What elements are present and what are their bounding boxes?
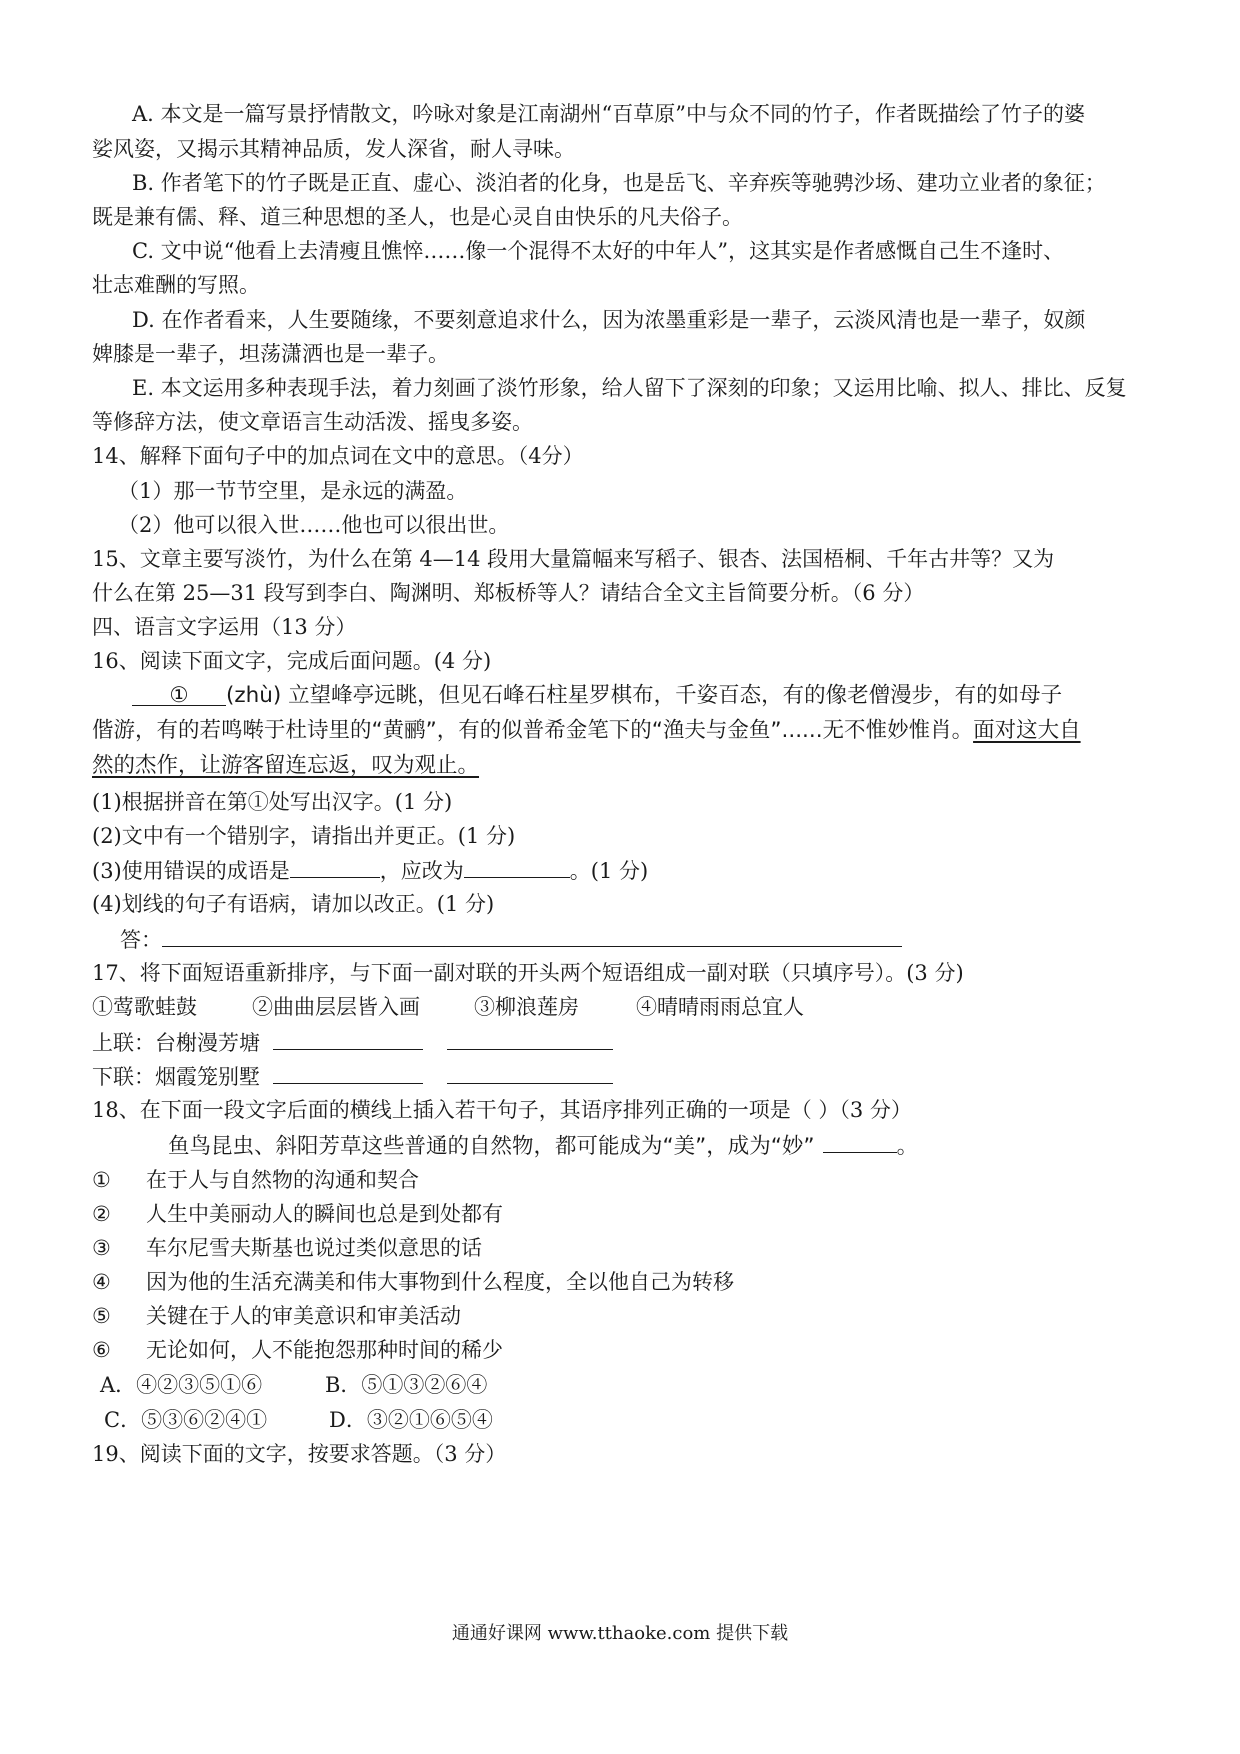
section-heading: 四、语言文字运用（13 分） xyxy=(92,615,357,639)
q18-passage xyxy=(168,1130,1218,1162)
q16-answer-row xyxy=(120,924,1170,955)
q16-sub-3 xyxy=(92,855,1142,886)
blank-number: ① xyxy=(169,683,189,708)
sentence-number: ③ xyxy=(92,1236,111,1260)
sentence-text: 关键在于人的审美意识和审美活动 xyxy=(146,1304,461,1328)
q16-underlined-sentence: 面对这大自 xyxy=(973,718,1081,743)
lower-blank-2[interactable] xyxy=(447,1061,613,1084)
q18-blank[interactable] xyxy=(823,1130,897,1153)
sentence-number: ② xyxy=(92,1202,111,1226)
couplet-upper-row xyxy=(92,1027,1142,1058)
q16-pinyin-blank[interactable] xyxy=(132,681,226,706)
idiom-wrong-blank[interactable] xyxy=(290,855,380,878)
sentence-number: ⑥ xyxy=(92,1338,111,1362)
q17-phrase: ③柳浪莲房 xyxy=(474,995,579,1019)
answer-blank[interactable] xyxy=(162,924,902,947)
sentence-text: 人生中美丽动人的瞬间也总是到处都有 xyxy=(146,1202,503,1226)
q16-passage-text: (zhù) 立望峰亭远眺，但见石峰石柱星罗棋布，千姿百态，有的像老僧漫步，有的如母子 xyxy=(226,683,1063,708)
q13-option-c-line1: C. 文中说“他看上去清瘦且憔悴……像一个混得不太好的中年人”，这其实是作者感慨自己生不逢时、 xyxy=(132,239,1065,263)
q18-passage-text: 。 xyxy=(896,1134,919,1159)
q15-line2: 什么在第 25—31 段写到李白、陶渊明、郑板桥等人？请结合全文主旨简要分析。（6 分） xyxy=(92,581,925,605)
q18-options-row-2 xyxy=(104,1405,1154,1435)
q13-option-d-line2: 婢膝是一辈子，坦荡潇洒也是一辈子。 xyxy=(92,342,449,366)
q18-sentence xyxy=(92,1165,1142,1195)
sentence-number: ⑤ xyxy=(92,1304,111,1328)
q18-option-a[interactable]: A．④②③⑤①⑥ xyxy=(100,1373,263,1397)
q18-options-row-1 xyxy=(100,1370,1150,1400)
sentence-text: 因为他的生活充满美和伟大事物到什么程度，全以他自己为转移 xyxy=(146,1270,734,1294)
q16-sub-1: (1)根据拼音在第①处写出汉字。(1 分) xyxy=(92,790,453,814)
couplet-lower-row xyxy=(92,1061,1142,1092)
couplet-lower: 下联：烟霞笼别墅 xyxy=(92,1065,260,1089)
q13-option-a-line2: 娑风姿，又揭示其精神品质，发人深省，耐人寻味。 xyxy=(92,137,575,161)
q16-passage-line3 xyxy=(92,751,1142,781)
couplet-upper: 上联：台榭漫芳塘 xyxy=(92,1031,260,1055)
q18-sentence xyxy=(92,1335,1142,1365)
q16-sub-3-text: (3)使用错误的成语是 xyxy=(92,859,290,883)
q15-line1: 15、文章主要写淡竹，为什么在第 4—14 段用大量篇幅来写稻子、银杏、法国梧桐、千年古井等？又为 xyxy=(92,547,1055,571)
q18-option-c[interactable]: C．⑤③⑥②④① xyxy=(104,1408,268,1432)
q16-passage-line2 xyxy=(92,716,1142,746)
q16-stem: 16、阅读下面文字，完成后面问题。(4 分) xyxy=(92,649,492,673)
q16-sub-2: (2)文中有一个错别字，请指出并更正。(1 分) xyxy=(92,824,516,848)
page-footer: 通通好课网 www.tthaoke.com 提供下载 xyxy=(451,1623,789,1644)
q14-stem: 14、解释下面句子中的加点词在文中的意思。（4分） xyxy=(92,444,584,468)
q18-sentence xyxy=(92,1199,1142,1229)
q17-phrase: ①莺歌蛙鼓 xyxy=(92,995,197,1019)
q18-stem: 18、在下面一段文字后面的横线上插入若干句子，其语序排列正确的一项是（ ）（3 分） xyxy=(92,1098,912,1122)
q16-sub-3-text: 。(1 分) xyxy=(569,859,649,883)
q18-passage-text: 鱼鸟昆虫、斜阳芳草这些普通的自然物，都可能成为“美”，成为“妙” xyxy=(168,1134,815,1159)
sentence-text: 车尔尼雪夫斯基也说过类似意思的话 xyxy=(146,1236,482,1260)
upper-blank-1[interactable] xyxy=(273,1027,423,1050)
q13-option-b-line2: 既是兼有儒、释、道三种思想的圣人，也是心灵自由快乐的凡夫俗子。 xyxy=(92,205,743,229)
sentence-text: 无论如何，人不能抱怨那种时间的稀少 xyxy=(146,1338,503,1362)
sentence-number: ④ xyxy=(92,1270,111,1294)
answer-label: 答： xyxy=(120,928,162,952)
sentence-number: ① xyxy=(92,1168,111,1192)
q18-sentence xyxy=(92,1267,1142,1297)
q19-stem: 19、阅读下面的文字，按要求答题。（3 分） xyxy=(92,1442,507,1466)
q13-option-b-line1: B. 作者笔下的竹子既是正直、虚心、淡泊者的化身，也是岳飞、辛弃疾等驰骋沙场、建功立业者的象征； xyxy=(132,171,1106,195)
q18-sentence xyxy=(92,1301,1142,1331)
q17-phrase-list xyxy=(92,992,1142,1022)
q17-phrase: ④晴晴雨雨总宜人 xyxy=(636,995,804,1019)
q13-option-d-line1: D. 在作者看来，人生要随缘，不要刻意追求什么，因为浓墨重彩是一辈子，云淡风清也是一辈子，奴颜 xyxy=(132,308,1086,332)
q13-option-e-line2: 等修辞方法，使文章语言生动活泼、摇曳多姿。 xyxy=(92,410,533,434)
q13-option-e-line1: E. 本文运用多种表现手法，着力刻画了淡竹形象，给人留下了深刻的印象；又运用比喻、拟人、排比、反复 xyxy=(132,376,1127,400)
q18-option-b[interactable]: B．⑤①③②⑥④ xyxy=(325,1373,488,1397)
q14-sentence-2: （2）他可以很入世……他也可以很出世。 xyxy=(118,513,510,537)
q16-passage-line1 xyxy=(132,681,1182,711)
q16-sub-3-text: ，应改为 xyxy=(379,859,464,883)
sentence-text: 在于人与自然物的沟通和契合 xyxy=(146,1168,419,1192)
q16-underlined-sentence: 然的杰作，让游客留连忘返，叹为观止。 xyxy=(92,753,480,778)
q14-sentence-1: （1）那一节节空里，是永远的满盈。 xyxy=(118,479,468,503)
lower-blank-1[interactable] xyxy=(273,1061,423,1084)
q16-sub-4: (4)划线的句子有语病，请加以改正。(1 分) xyxy=(92,892,495,916)
q17-phrase: ②曲曲层层皆入画 xyxy=(252,995,420,1019)
q18-sentence xyxy=(92,1233,1142,1263)
q13-option-c-line2: 壮志难酬的写照。 xyxy=(92,273,260,297)
q17-stem: 17、将下面短语重新排序，与下面一副对联的开头两个短语组成一副对联（只填序号）。(3 分) xyxy=(92,961,964,985)
idiom-correct-blank[interactable] xyxy=(464,855,570,878)
upper-blank-2[interactable] xyxy=(447,1027,613,1050)
q13-option-a-line1: A. 本文是一篇写景抒情散文，吟咏对象是江南湖州“百草原”中与众不同的竹子，作者既描绘了竹子的婆 xyxy=(132,102,1085,126)
q18-option-d[interactable]: D．③②①⑥⑤④ xyxy=(329,1408,493,1432)
q16-passage-text: 偕游，有的若鸣啭于杜诗里的“黄鹂”，有的似普希金笔下的“渔夫与金鱼”......无不惟妙惟肖。 xyxy=(92,718,974,743)
